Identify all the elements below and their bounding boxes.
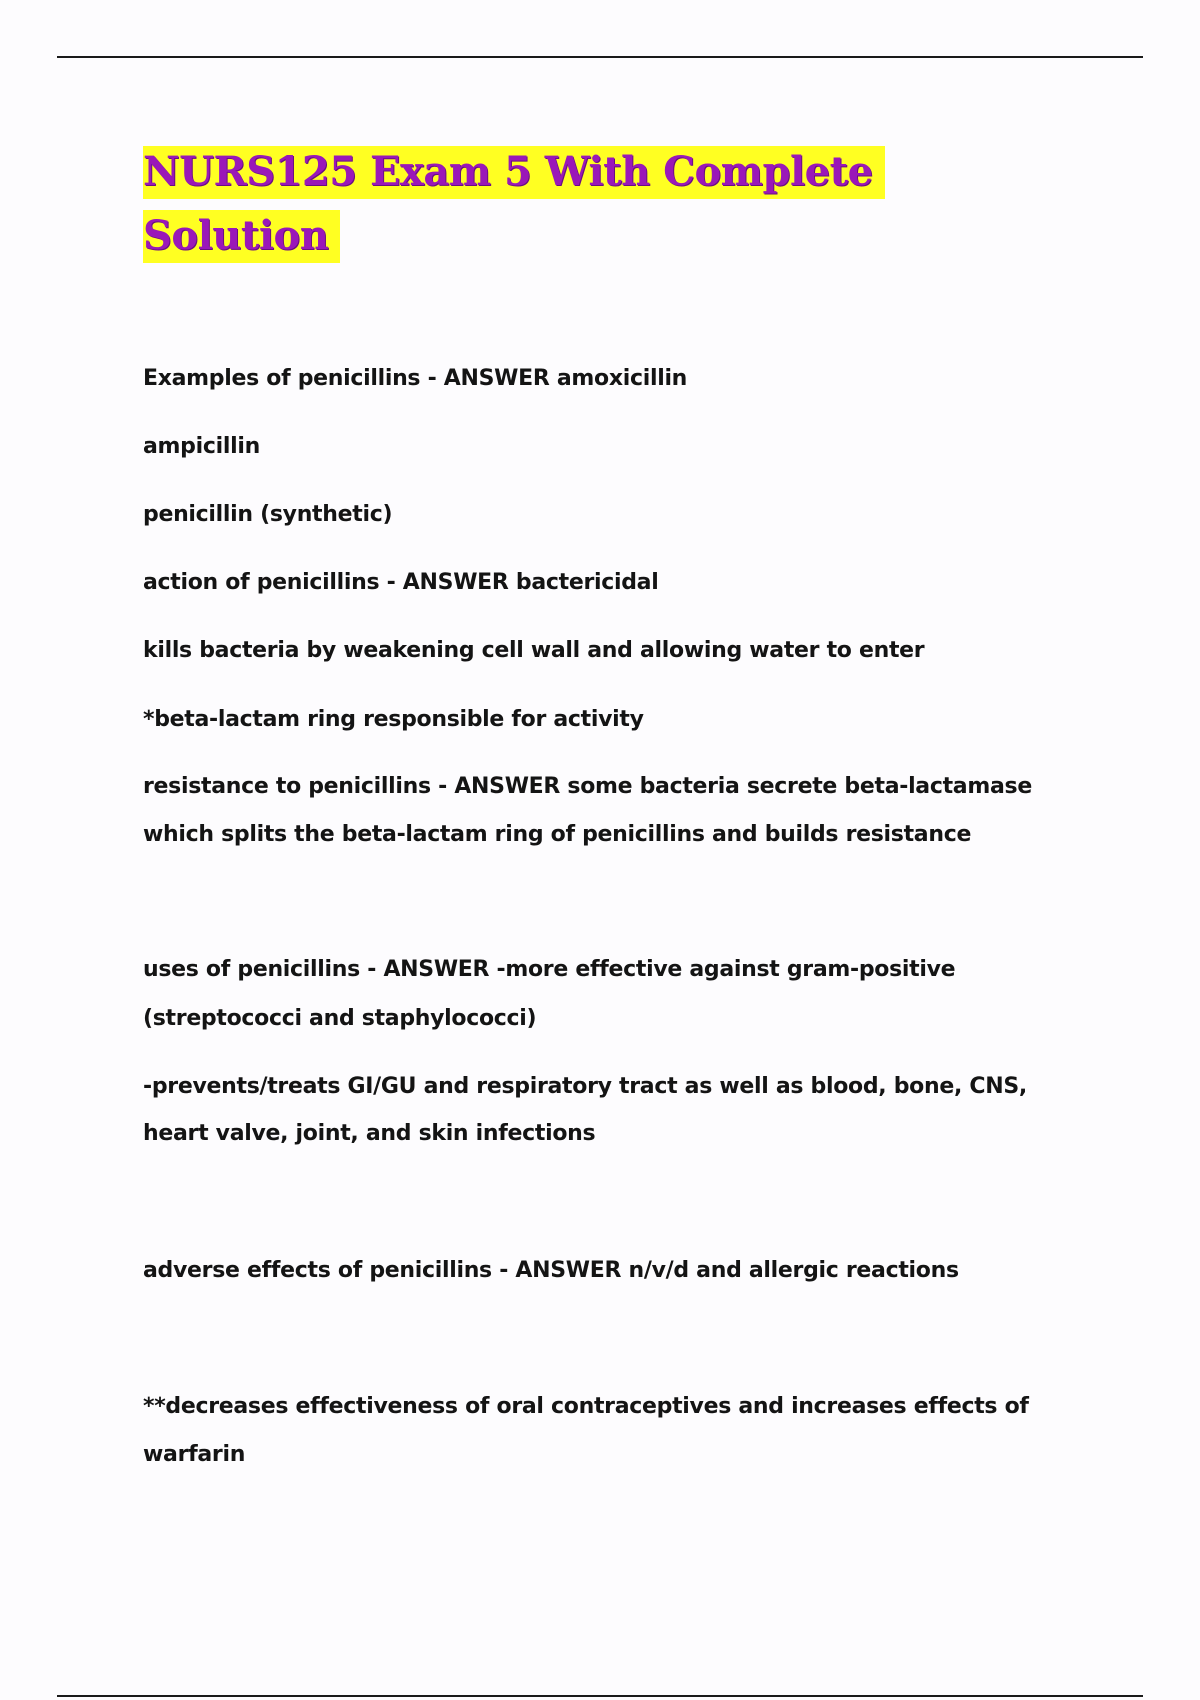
text-line: action of penicillins - ANSWER bactericidal [143, 570, 659, 595]
document-title [143, 140, 1003, 268]
text-line: kills bacteria by weakening cell wall and allowing water to enter [143, 638, 925, 663]
title-line-2: Solution [143, 210, 340, 263]
text-line: which splits the beta-lactam ring of penicillins and builds resistance [143, 822, 972, 847]
text-line: adverse effects of penicillins - ANSWER n/v/d and allergic reactions [143, 1258, 959, 1283]
text-line: penicillin (synthetic) [143, 502, 393, 527]
top-rule [57, 56, 1143, 58]
text-line: -prevents/treats GI/GU and respiratory tract as well as blood, bone, CNS, [143, 1074, 1027, 1099]
text-line: *beta-lactam ring responsible for activity [143, 707, 644, 732]
text-line: warfarin [143, 1442, 246, 1467]
title-line-1: NURS125 Exam 5 With Complete [143, 146, 885, 199]
text-line: resistance to penicillins - ANSWER some bacteria secrete beta-lactamase [143, 774, 1032, 799]
text-line: **decreases effectiveness of oral contraceptives and increases effects of [143, 1394, 1029, 1419]
bottom-rule [57, 1695, 1143, 1697]
text-line: (streptococci and staphylococci) [143, 1006, 537, 1031]
text-line: ampicillin [143, 434, 260, 459]
text-line: heart valve, joint, and skin infections [143, 1121, 596, 1146]
text-line: Examples of penicillins - ANSWER amoxicillin [143, 366, 688, 391]
text-line: uses of penicillins - ANSWER -more effective against gram-positive [143, 957, 956, 982]
